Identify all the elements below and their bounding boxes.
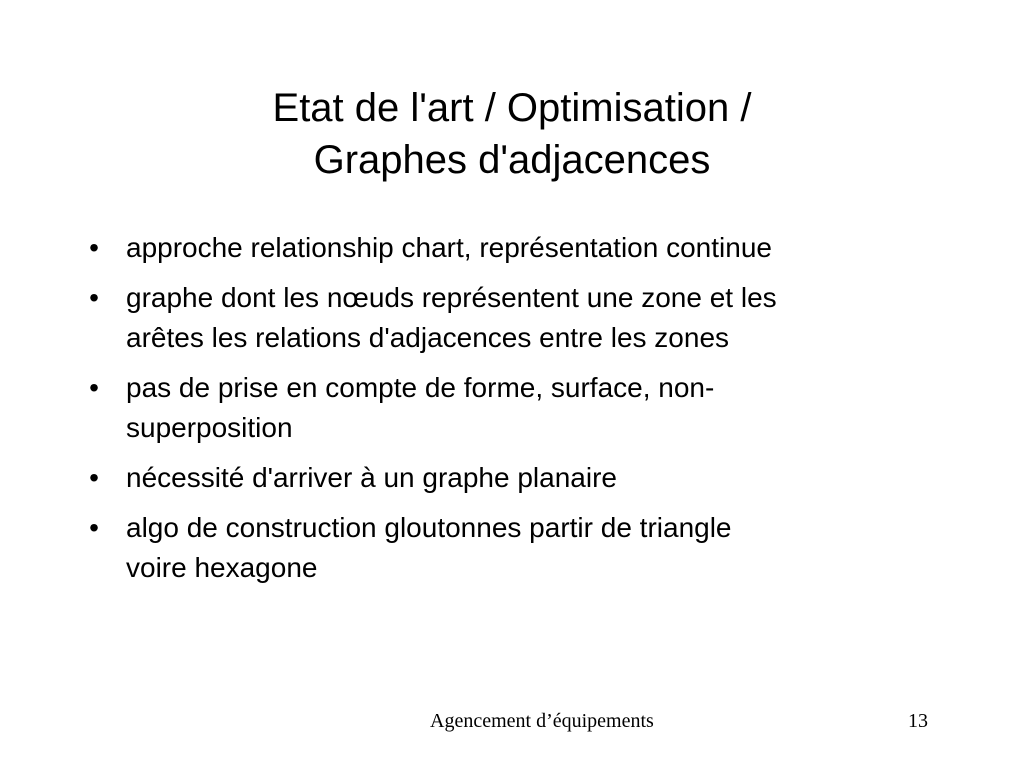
- bullet-list: [84, 228, 944, 598]
- footer-label: Agencement d’équipements: [430, 710, 654, 732]
- bullet-text: nécessité d'arriver à un graphe planaire: [126, 462, 617, 493]
- bullet-item: [84, 368, 944, 448]
- bullet-marker: •: [89, 232, 99, 263]
- page-number: 13: [908, 710, 928, 732]
- bullet-marker: •: [89, 282, 99, 313]
- title-line-1: Etat de l'art / Optimisation /: [272, 86, 752, 130]
- bullet-item: [84, 508, 944, 588]
- bullet-marker: •: [89, 372, 99, 403]
- bullet-item: [84, 228, 944, 268]
- bullet-marker: •: [89, 462, 99, 493]
- slide-title: [0, 82, 1024, 186]
- bullet-text: approche relationship chart, représentation continue: [126, 232, 772, 263]
- bullet-item: [84, 278, 944, 358]
- bullet-item: [84, 458, 944, 498]
- bullet-text: algo de construction gloutonnes partir de triangle voire hexagone: [126, 512, 732, 583]
- bullet-text: graphe dont les nœuds représentent une zone et les arêtes les relations d'adjacences entre les zones: [126, 282, 777, 353]
- bullet-text: pas de prise en compte de forme, surface, non- superposition: [126, 372, 715, 443]
- bullet-marker: •: [89, 512, 99, 543]
- title-line-2: Graphes d'adjacences: [313, 138, 711, 182]
